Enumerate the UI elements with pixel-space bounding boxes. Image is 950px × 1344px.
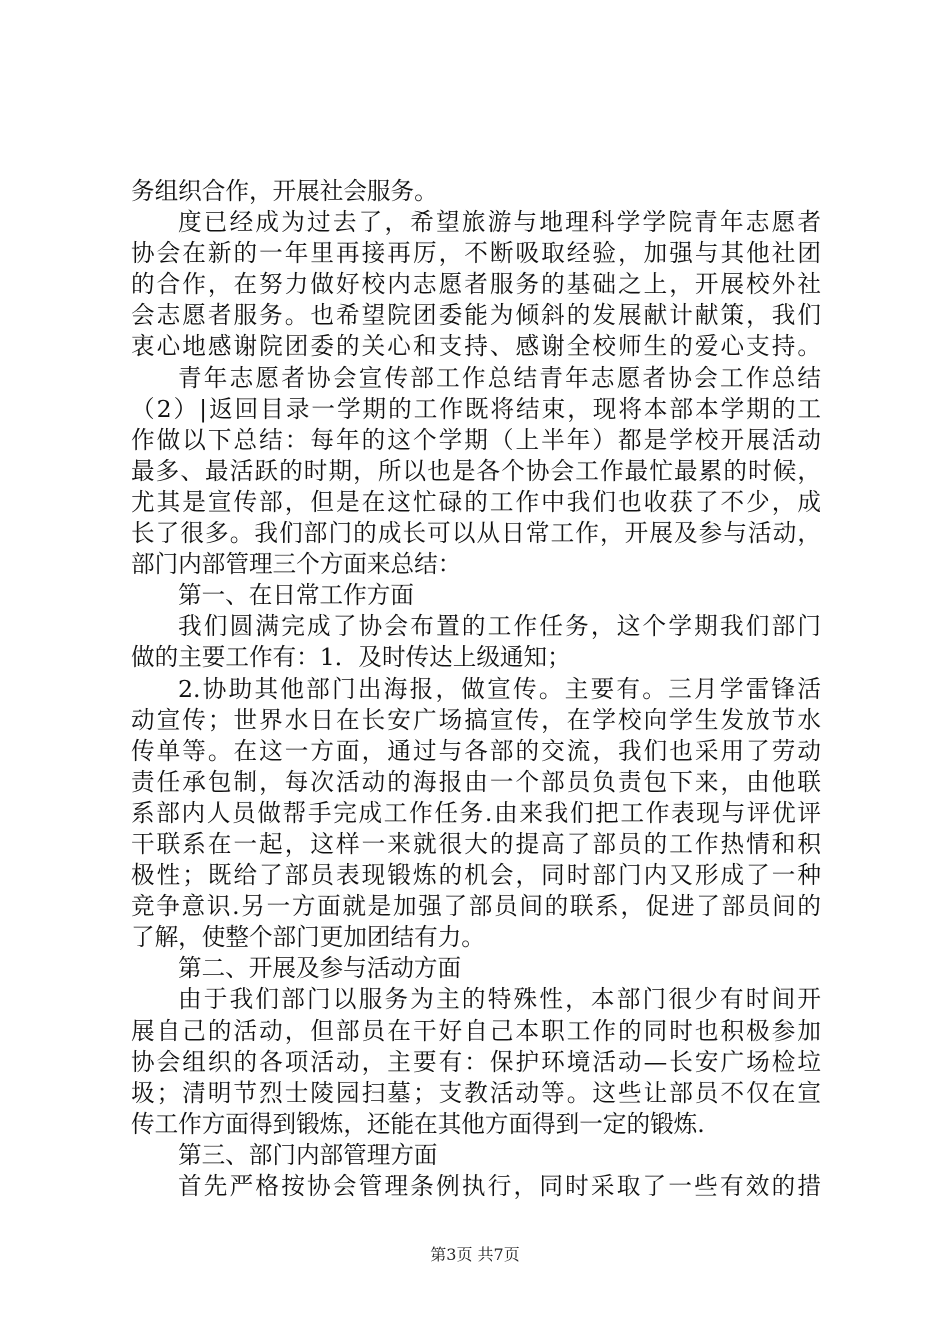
text-line: 第三、部门内部管理方面 — [178, 1140, 438, 1169]
text-line: 协会组织的各项活动，主要有：保护环境活动—长安广场检垃 — [131, 1047, 821, 1076]
text-line: 竞争意识.另一方面就是加强了部员间的联系，促进了部员间的 — [131, 892, 821, 921]
text-line: 做的主要工作有：1．及时传达上级通知； — [131, 643, 571, 672]
text-line: 会志愿者服务。也希望院团委能为倾斜的发展献计献策，我们 — [131, 301, 821, 330]
text-line: 干联系在一起，这样一来就很大的提高了部员的工作热情和积 — [131, 829, 821, 858]
text-line: 首先严格按协会管理条例执行，同时采取了一些有效的措 — [178, 1172, 821, 1200]
text-line: 衷心地感谢院团委的关心和支持、感谢全校师生的爱心支持。 — [131, 332, 821, 361]
page-footer — [0, 1244, 950, 1266]
text-line: 系部内人员做帮手完成工作任务.由来我们把工作表现与评优评 — [131, 798, 821, 827]
text-line: 传单等。在这一方面，通过与各部的交流，我们也采用了劳动 — [131, 736, 821, 765]
text-line: 了解，使整个部门更加团结有力。 — [131, 923, 485, 952]
text-line: 动宣传；世界水日在长安广场搞宣传，在学校向学生发放节水 — [131, 705, 821, 734]
text-line: 尤其是宣传部，但是在这忙碌的工作中我们也收获了不少，成 — [131, 487, 821, 516]
text-line: 由于我们部门以服务为主的特殊性，本部门很少有时间开 — [178, 985, 821, 1014]
text-line: 第二、开展及参与活动方面 — [178, 954, 462, 983]
text-line: （2）|返回目录一学期的工作既将结束，现将本部本学期的工 — [131, 394, 821, 423]
text-line: 责任承包制，每次活动的海报由一个部员负责包下来，由他联 — [131, 767, 821, 796]
text-line: 极性；既给了部员表现锻炼的机会，同时部门内又形成了一种 — [131, 861, 821, 890]
text-line: 圾；清明节烈士陵园扫墓；支教活动等。这些让部员不仅在宣 — [131, 1078, 821, 1107]
text-line: 青年志愿者协会宣传部工作总结青年志愿者协会工作总结 — [178, 363, 821, 392]
text-line: 协会在新的一年里再接再厉，不断吸取经验，加强与其他社团 — [131, 239, 821, 268]
text-line: 的合作，在努力做好校内志愿者服务的基础之上，开展校外社 — [131, 270, 821, 299]
text-line: 部门内部管理三个方面来总结： — [131, 550, 462, 579]
text-line: 长了很多。我们部门的成长可以从日常工作，开展及参与活动， — [131, 519, 821, 548]
text-line: 度已经成为过去了，希望旅游与地理科学学院青年志愿者 — [178, 208, 821, 237]
text-line: 务组织合作，开展社会服务。 — [131, 177, 438, 205]
text-line: 2.协助其他部门出海报，做宣传。主要有。三月学雷锋活 — [178, 674, 821, 703]
text-line: 最多、最活跃的时期，所以也是各个协会工作最忙最累的时候， — [131, 456, 821, 485]
document-body — [131, 176, 821, 1202]
text-line: 作做以下总结：每年的这个学期（上半年）都是学校开展活动 — [131, 425, 821, 454]
text-line: 第一、在日常工作方面 — [178, 581, 414, 610]
page-number-label: 第3页 共7页 — [430, 1245, 520, 1264]
text-line: 我们圆满完成了协会布置的工作任务，这个学期我们部门 — [178, 612, 821, 641]
text-line: 展自己的活动，但部员在干好自己本职工作的同时也积极参加 — [131, 1016, 821, 1045]
text-line: 传工作方面得到锻炼，还能在其他方面得到一定的锻炼. — [131, 1109, 705, 1138]
